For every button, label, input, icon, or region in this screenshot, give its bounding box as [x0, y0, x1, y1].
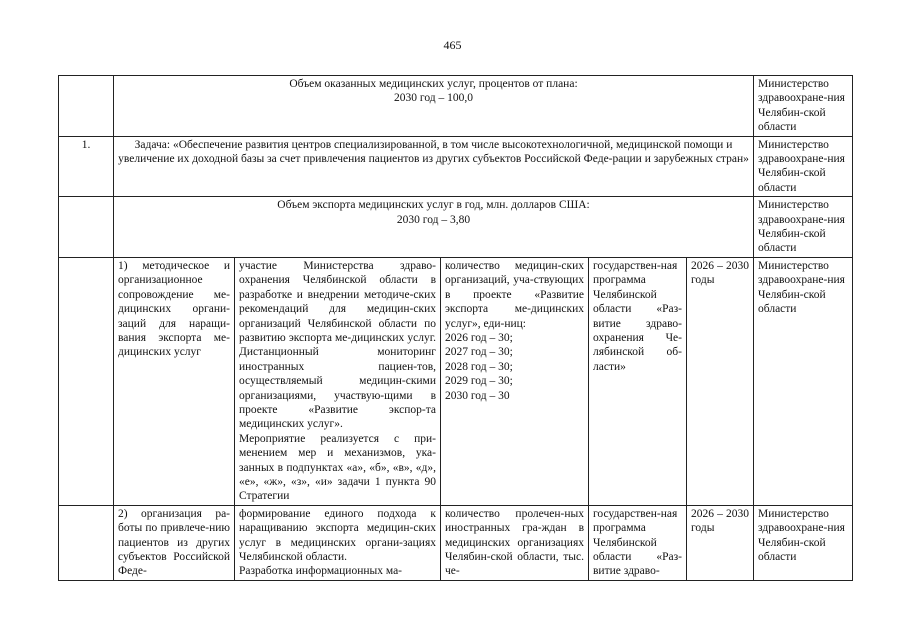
program-cell [589, 505, 687, 580]
responsible-cell: Министерство здравоохране-ния Челябин-ской области [754, 76, 853, 137]
page-number: 465 [443, 38, 462, 52]
row-number-cell [59, 505, 114, 580]
program-cell: государствен-ная программа Челябинской области «Раз-витие здраво-охранения Че-лябинской об-ласти» [589, 257, 687, 505]
indicator-heading: Объем оказанных медицинских услуг, процентов от плана: 2030 год – 100,0 [114, 76, 754, 137]
activity-continuation: Разработка информационных ма- [239, 565, 403, 578]
table-row-volume-services [59, 76, 853, 137]
activity-text: формирование единого подхода к наращиванию экспорта медицин-ских услуг в медицинских органи-зациях Челябинской области. [239, 507, 436, 563]
period-cell [687, 505, 754, 580]
activity-wrap [239, 507, 436, 579]
indicator-value: 2027 год – 30; [445, 346, 513, 359]
responsible-cell: Министерство здравоохране-ния Челябин-ской области [754, 136, 853, 197]
table-row-item-1 [59, 257, 853, 505]
indicator-intro: количество медицин-ских организаций, уча-ствующих в проекте «Развитие экспорта ме-дицинских услуг», еди-ниц: [445, 259, 584, 330]
responsible-cell: Министерство здравоохране-ния Челябин-ской области [754, 197, 853, 258]
indicator-value: 2026 год – 30; [445, 331, 513, 344]
measure-name-cell [114, 505, 235, 580]
period-cell: 2026 – 2030 годы [687, 257, 754, 505]
measure-name-text: 2) организация ра-боты по привлече-нию пациентов из других субъектов Российской Феде- [118, 507, 230, 578]
row-number-cell [59, 76, 114, 137]
indicator-value: 2029 год – 30; [445, 375, 513, 388]
responsible-text: Министерство здравоохране-ния Челябин-ской области [758, 507, 845, 563]
measure-name-cell: 1) методическое и организационное сопровождение ме-дицинских органи-заций для наращи-вания экспорта ме-дицинских услуг [114, 257, 235, 505]
row-number-cell [59, 257, 114, 505]
responsible-cell [754, 505, 853, 580]
activity-text: участие Министерства здраво-охранения Челябинской области в разработке и внедрении методиче-ских рекомендаций для медицин-ских организаций Челябинской области по развитию экспорта ме-дицинских услуг. Дистанционный мониторинг иностранных пациен-тов, осуществляемый медицин-скими организациями, участвую-щими в проекте «Развитие экспор-та медицинских услуг». [239, 259, 436, 431]
activity-note: Мероприятие реализуется с при-менением мер и механизмов, ука-занных в подпунктах «а», «б», «в», «д», «е», «ж», «з», «и» задачи 1 пункта 90 Стратегии [239, 432, 436, 503]
row-number-cell [59, 197, 114, 258]
indicator-value: 2030 год – 30 [445, 389, 510, 402]
row-number-cell: 1. [59, 136, 114, 197]
responsible-cell: Министерство здравоохране-ния Челябин-ской области [754, 257, 853, 505]
indicator-text: количество пролечен-ных иностранных гра-ждан в медицинских организациях Челябин-ской области, тыс. че- [445, 507, 584, 578]
table-row-task [59, 136, 853, 197]
indicator-heading: Объем экспорта медицинских услуг в год, млн. долларов США: 2030 год – 3,80 [114, 197, 754, 258]
table-row-item-2 [59, 505, 853, 580]
program-text: государствен-ная программа Челябинской области «Раз-витие здраво- [593, 507, 682, 578]
task-heading: Задача: «Обеспечение развития центров специализированной, в том числе высокотехнологичной, медицинской помощи и увеличение их доходной базы за счет привлечения пациентов из других субъектов Российской Феде-рации и зарубежных стран» [114, 136, 754, 197]
indicator-value: 2028 год – 30; [445, 360, 513, 373]
indicator-cell [441, 505, 589, 580]
strategy-table [58, 75, 853, 581]
indicator-cell [441, 257, 589, 505]
period-text: 2026 – 2030 годы [691, 507, 750, 535]
activity-cell [235, 505, 441, 580]
activity-cell [235, 257, 441, 505]
table-row-volume-export [59, 197, 853, 258]
